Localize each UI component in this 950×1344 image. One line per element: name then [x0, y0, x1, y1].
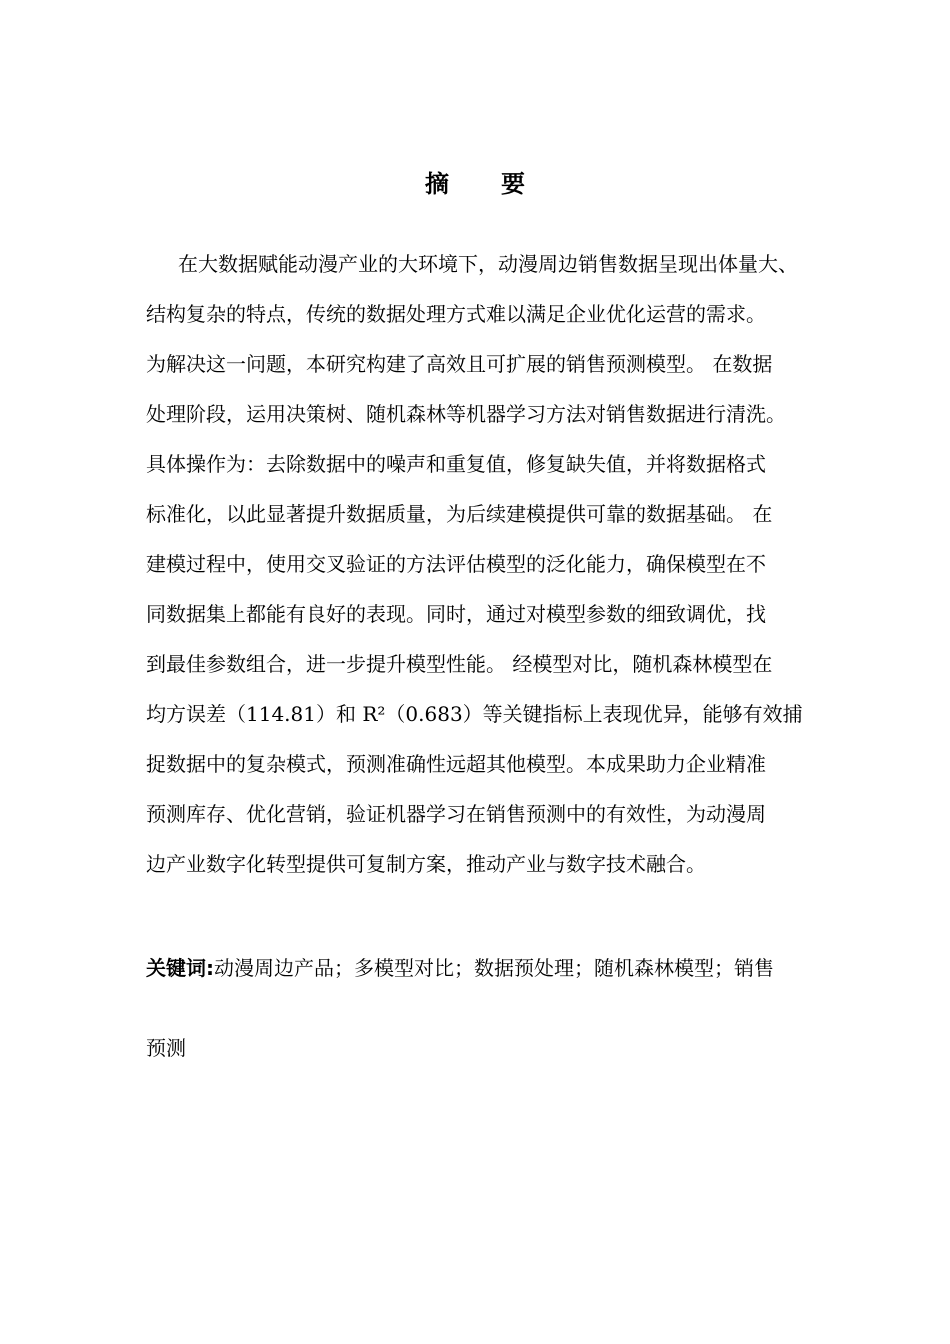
- abstract-line-6: 标准化，以此显著提升数据质量，为后续建模提供可靠的数据基础。 在: [146, 502, 773, 526]
- abstract-title: 摘 要: [425, 170, 539, 198]
- keywords-label: 关键词:: [146, 956, 214, 980]
- abstract-line-2: 结构复杂的特点，传统的数据处理方式难以满足企业优化运营的需求。: [146, 302, 766, 326]
- abstract-line-7: 建模过程中，使用交叉验证的方法评估模型的泛化能力，确保模型在不: [146, 552, 766, 576]
- abstract-line-8: 同数据集上都能有良好的表现。同时，通过对模型参数的细致调优，找: [146, 602, 766, 626]
- abstract-line-12: 预测库存、优化营销，验证机器学习在销售预测中的有效性，为动漫周: [146, 802, 766, 826]
- keywords-line-1: [146, 956, 774, 980]
- abstract-line-9: 到最佳参数组合，进一步提升模型性能。 经模型对比，随机森林模型在: [146, 652, 773, 676]
- abstract-line-1: 在大数据赋能动漫产业的大环境下，动漫周边销售数据呈现出体量大、: [178, 252, 798, 276]
- keywords-line-2: 预测: [146, 1036, 186, 1060]
- abstract-line-10: 均方误差（114.81）和 R²（0.683）等关键指标上表现优异，能够有效捕: [146, 702, 803, 726]
- abstract-line-11: 捉数据中的复杂模式，预测准确性远超其他模型。本成果助力企业精准: [146, 752, 766, 776]
- abstract-line-5: 具体操作为：去除数据中的噪声和重复值，修复缺失值，并将数据格式: [146, 452, 766, 476]
- abstract-line-4: 处理阶段，运用决策树、随机森林等机器学习方法对销售数据进行清洗。: [146, 402, 786, 426]
- abstract-line-3: 为解决这一问题，本研究构建了高效且可扩展的销售预测模型。 在数据: [146, 352, 773, 376]
- keywords-list: 动漫周边产品；多模型对比；数据预处理；随机森林模型；销售: [214, 956, 774, 980]
- abstract-line-13: 边产业数字化转型提供可复制方案，推动产业与数字技术融合。: [146, 852, 706, 876]
